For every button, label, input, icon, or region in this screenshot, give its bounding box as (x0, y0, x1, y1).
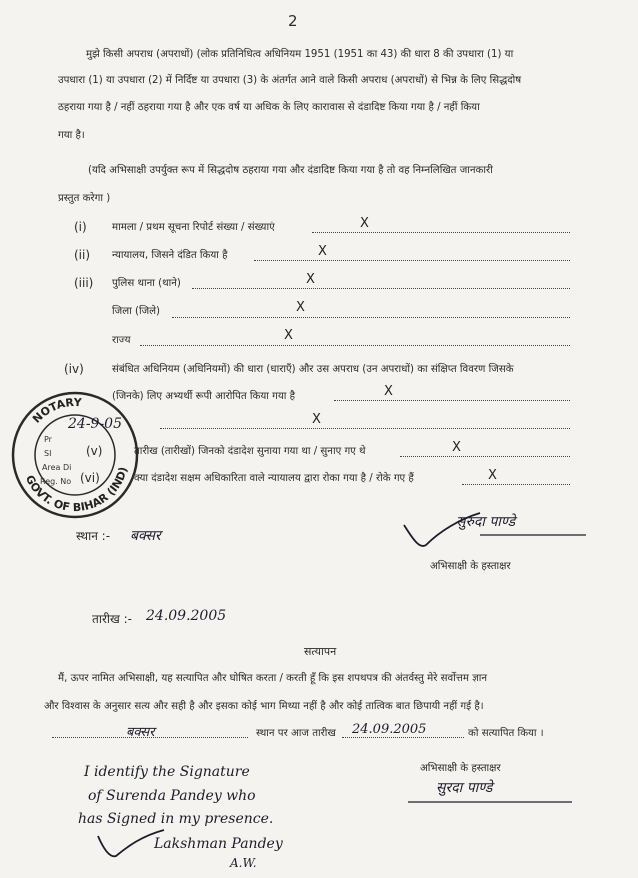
seal-top-text: NOTARY (30, 395, 83, 426)
verification-line3-end: को सत्यापित किया । (468, 728, 544, 739)
item-i-line (312, 232, 570, 233)
para1-line2: उपधारा (1) या उपधारा (2) में निर्दिष्ट या उपधारा (3) के अंतर्गत आने वाले किसी अपराध (अपराधों) से भिन्न के लिए सिद्धदोष (58, 75, 522, 86)
state-label: राज्य (112, 335, 131, 346)
item-vi-number: (vi) (80, 471, 100, 485)
item-iv-line2: (जिनके) लिए अभ्यर्थी रूपी आरोपित किया गया है (112, 391, 296, 402)
item-ii-number: (ii) (74, 248, 91, 262)
para2-line1: (यदि अभिसाक्षी उपर्युक्त रूप में सिद्धदोष ठहराया गया और दंडादिष्ट किया गया है तो वह निम्नलिखित जानकारी (88, 165, 493, 176)
deponent-signature: सुरुदा पाण्डे (456, 514, 516, 530)
place-value: बक्सर (130, 528, 161, 544)
item-ii-label: न्यायालय, जिसने दंडित किया है (112, 250, 228, 261)
item-v-line (400, 456, 570, 457)
verification-line1: मैं, ऊपर नामित अभिसाक्षी, यह सत्यापित और घोषित करता / करती हूँ कि इस शपथपत्र की अंतर्वस्तु मेरे सर्वोत्तम ज्ञान (58, 673, 488, 684)
verification-line3-mid: स्थान पर आज तारीख (256, 728, 336, 739)
item-i-cross: X (360, 216, 369, 231)
notary-seal (8, 388, 142, 522)
identification-line2: of Surenda Pandey who (88, 788, 256, 804)
place-label: स्थान :- (76, 529, 111, 543)
item-i-number: (i) (74, 220, 87, 234)
item-iv-cross: X (384, 384, 393, 399)
verification-place-value: बक्सर (126, 725, 155, 740)
district-label: जिला (जिले) (112, 306, 161, 317)
state-line (140, 345, 570, 346)
district-cross: X (296, 300, 305, 315)
para1-line1: मुझे किसी अपराध (अपराधों) (लोक प्रतिनिधित्व अधिनियम 1951 (1951 का 43) की धारा 8 की उपधारा (1) या (86, 49, 514, 60)
item-v-cross: X (452, 440, 461, 455)
deponent-signature-2: सुरदा पाण्डे (436, 780, 493, 796)
item-v-label: तारीख (तारीखों) जिनको दंडादेश सुनाया गया था / सुनाए गए थे (134, 446, 366, 457)
deponent-signature-caption: अभिसाक्षी के हस्ताक्षर (430, 561, 511, 572)
item-ii-line (254, 260, 570, 261)
seal-handwritten-number: 24-9-05 (68, 416, 122, 432)
seal-inner-4: Reg. No (40, 477, 72, 486)
seal-inner-2: SI (44, 449, 52, 458)
date-label: तारीख :- (92, 612, 132, 626)
item-iii-cross: X (306, 272, 315, 287)
state-cross: X (284, 328, 293, 343)
district-line (172, 317, 570, 318)
identification-line1: I identify the Signature (84, 764, 250, 780)
deponent-signature-2-caption: अभिसाक्षी के हस्ताक्षर (420, 763, 501, 774)
item-iii-number: (iii) (74, 276, 94, 290)
item-iv-line (334, 400, 570, 401)
verification-heading: सत्यापन (304, 645, 337, 658)
item-vi-line (462, 484, 570, 485)
item-iv-cross-extra: X (312, 412, 321, 427)
para1-line3: ठहराया गया है / नहीं ठहराया गया है और एक वर्ष या अधिक के लिए कारावास से दंडादिष्ट किया गया है / नहीं किया (58, 102, 480, 113)
item-iii-line (192, 288, 570, 289)
verification-date-value: 24.09.2005 (352, 722, 427, 737)
item-iv-line-extra (160, 428, 570, 429)
seal-inner-3: Area Di (42, 463, 72, 472)
verification-line2: और विश्वास के अनुसार सत्य और सही है और इसका कोई भाग मिथ्या नहीं है और कोई तात्विक बात छिपायी नहीं गई है। (44, 701, 484, 712)
identification-line3: has Signed in my presence. (78, 811, 274, 827)
witness-signature: Lakshman Pandey (154, 836, 283, 852)
item-i-label: मामला / प्रथम सूचना रिपोर्ट संख्या / संख्याएं (112, 222, 275, 233)
item-iv-number: (iv) (64, 362, 84, 376)
item-iii-label: पुलिस थाना (थाने) (112, 278, 181, 289)
item-ii-cross: X (318, 244, 327, 259)
para1-line4: गया है। (58, 130, 85, 141)
witness-role: A.W. (230, 856, 257, 870)
item-vi-cross: X (488, 468, 497, 483)
para2-line2: प्रस्तुत करेगा ) (58, 193, 111, 204)
item-vi-label: क्या दंडादेश सक्षम अधिकारिता वाले न्यायालय द्वारा रोका गया है / रोके गए हैं (134, 473, 414, 484)
page-number: 2 (288, 12, 298, 30)
item-iv-line1: संबंधित अधिनियम (अधिनियमों) की धारा (धाराएँ) और उस अपराध (उन अपराधों) का संक्षिप्त विवरण जिसके (112, 364, 514, 375)
seal-bottom-text: GOVT. OF BIHAR (IND) (22, 465, 131, 515)
item-v-number: (v) (86, 444, 103, 458)
seal-inner-1: Pr (44, 435, 52, 444)
verification-date-line (342, 737, 464, 738)
date-value: 24.09.2005 (146, 608, 227, 624)
